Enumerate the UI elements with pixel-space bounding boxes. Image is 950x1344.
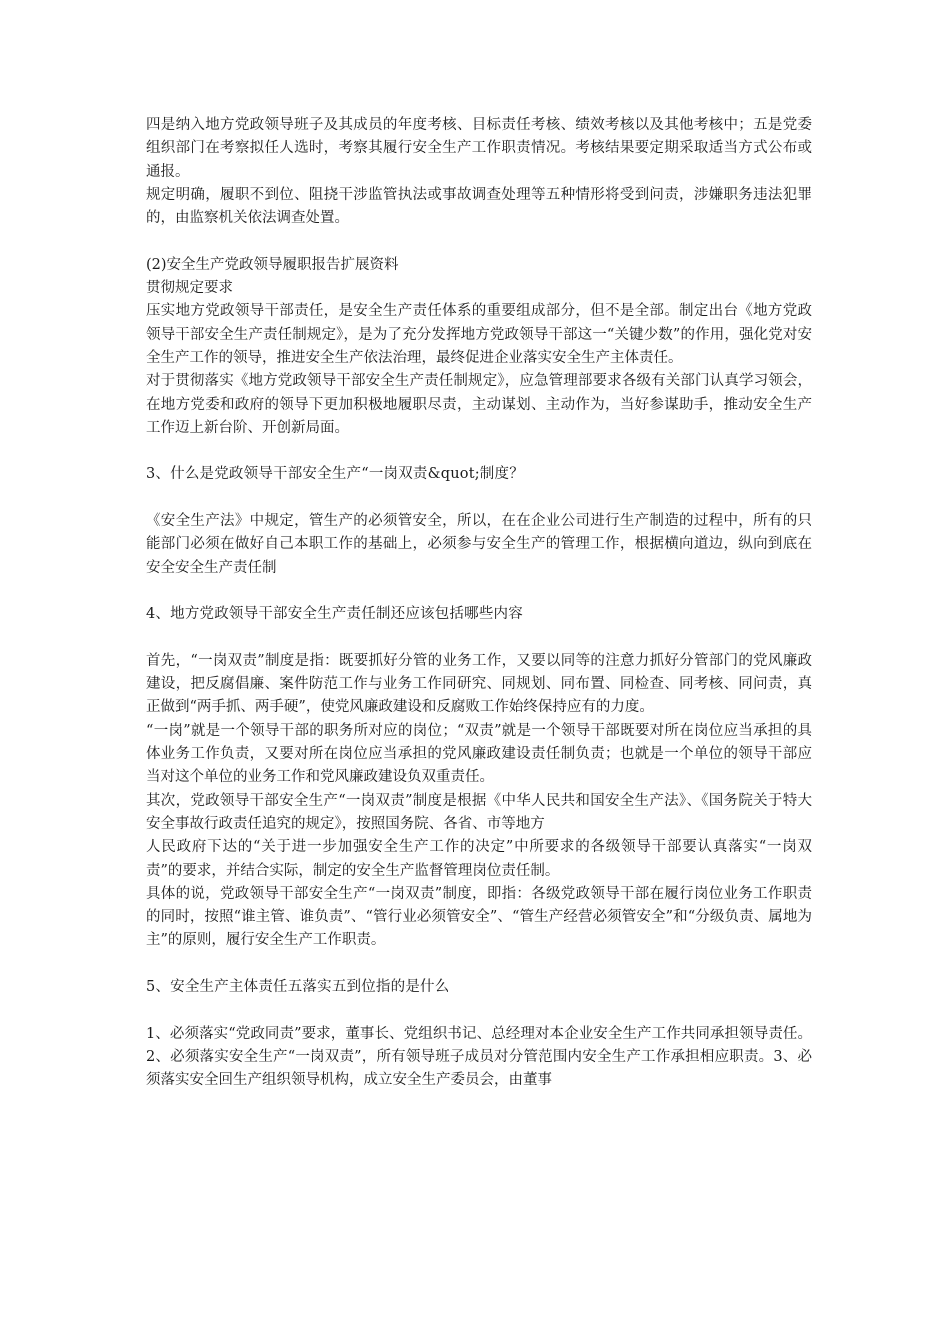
blank-line xyxy=(146,999,812,1022)
paragraph-implementation: 对于贯彻落实《地方党政领导干部安全生产责任制规定》，应急管理部要求各级有关部门认真学习领会，在地方党委和政府的领导下更加积极地履职尽责，主动谋划、主动作为，当好参谋助手，推动安全生产工作迈上新台阶、开创新局面。 xyxy=(146,373,812,436)
paragraph-second-basis: 其次，党政领导干部安全生产“一岗双责”制度是根据《中华人民共和国安全生产法》、《国务院关于特大安全事故行政责任追究的规定》，按照国务院、各省、市等地方 xyxy=(146,792,812,832)
question-heading-4: 4、地方党政领导干部安全生产责任制还应该包括哪些内容 xyxy=(146,606,523,623)
blank-line xyxy=(146,627,812,650)
blank-line xyxy=(146,953,812,976)
question-heading-3: 3、什么是党政领导干部安全生产“一岗双责&quot;制度？ xyxy=(146,466,524,483)
document-body xyxy=(146,114,812,1092)
blank-line xyxy=(146,580,812,603)
section-title-extended-material: (2)安全生产党政领导履职报告扩展资料 xyxy=(146,256,399,273)
blank-line xyxy=(146,440,812,463)
subheading-implement-requirements: 贯彻规定要求 xyxy=(146,280,233,297)
paragraph-safety-law: 《安全生产法》中规定，管生产的必须管安全，所以，在在企业公司进行生产制造的过程中，所有的只能部门必须在做好自己本职工作的基础上，必须参与安全生产的管理工作，根据横向道边，纵向到底在安全安全生产责任制 xyxy=(146,513,812,576)
paragraph-five-implementations: 1、必须落实“党政同责”要求，董事长、党组织书记、总经理对本企业安全生产工作共同承担领导责任。2、必须落实安全生产“一岗双责”，所有领导班子成员对分管范围内安全生产工作承担相应职责。3、必须落实安全回生产组织领导机构，成立安全生产委员会，由董事 xyxy=(146,1025,812,1089)
paragraph-government-decision: 人民政府下达的“关于进一步加强安全生产工作的决定”中所要求的各级领导干部要认真落实“一岗双责”的要求，并结合实际，制定的安全生产监督管理岗位责任制。 xyxy=(146,839,812,879)
question-heading-5: 5、安全生产主体责任五落实五到位指的是什么 xyxy=(146,978,450,995)
paragraph-accountability: 规定明确，履职不到位、阻挠干涉监管执法或事故调查处理等五种情形将受到问责，涉嫌职务违法犯罪的，由监察机关依法调查处置。 xyxy=(146,186,812,227)
blank-line xyxy=(146,230,812,253)
paragraph-specifically: 具体的说，党政领导干部安全生产“一岗双责”制度，即指：各级党政领导干部在履行岗位业务工作职责的同时，按照“谁主管、谁负责”、“管行业必须管安全”、“管生产经营必须管安全”和“分级负责、属地为主”的原则，履行安全生产工作职责。 xyxy=(146,885,812,949)
paragraph-assessment: 四是纳入地方党政领导班子及其成员的年度考核、目标责任考核、绩效考核以及其他考核中；五是党委组织部门在考察拟任人选时，考察其履行安全生产工作职责情况。考核结果要定期采取适当方式公布或通报。 xyxy=(146,117,812,180)
paragraph-first-one-post-two-duties: 首先，“一岗双责”制度是指：既要抓好分管的业务工作，又要以同等的注意力抓好分管部门的党风廉政建设，把反腐倡廉、案件防范工作与业务工作同研究、同规划、同布置、同检查、同考核、同问责，真正做到“两手抓、两手硬”，使党风廉政建设和反腐败工作始终保持应有的力度。 xyxy=(146,652,812,716)
blank-line xyxy=(146,487,812,510)
paragraph-definition-one-post: “一岗”就是一个领导干部的职务所对应的岗位；“双责”就是一个领导干部既要对所在岗位应当承担的具体业务工作负责，又要对所在岗位应当承担的党风廉政建设责任制负责；也就是一个单位的领导干部应当对这个单位的业务工作和党风廉政建设负双重责任。 xyxy=(146,722,812,786)
paragraph-leader-responsibility: 压实地方党政领导干部责任，是安全生产责任体系的重要组成部分，但不是全部。制定出台《地方党政领导干部安全生产责任制规定》，是为了充分发挥地方党政领导干部这一“关键少数”的作用，强化党对安全生产工作的领导，推进安全生产依法治理，最终促进企业落实安全生产主体责任。 xyxy=(146,303,812,366)
